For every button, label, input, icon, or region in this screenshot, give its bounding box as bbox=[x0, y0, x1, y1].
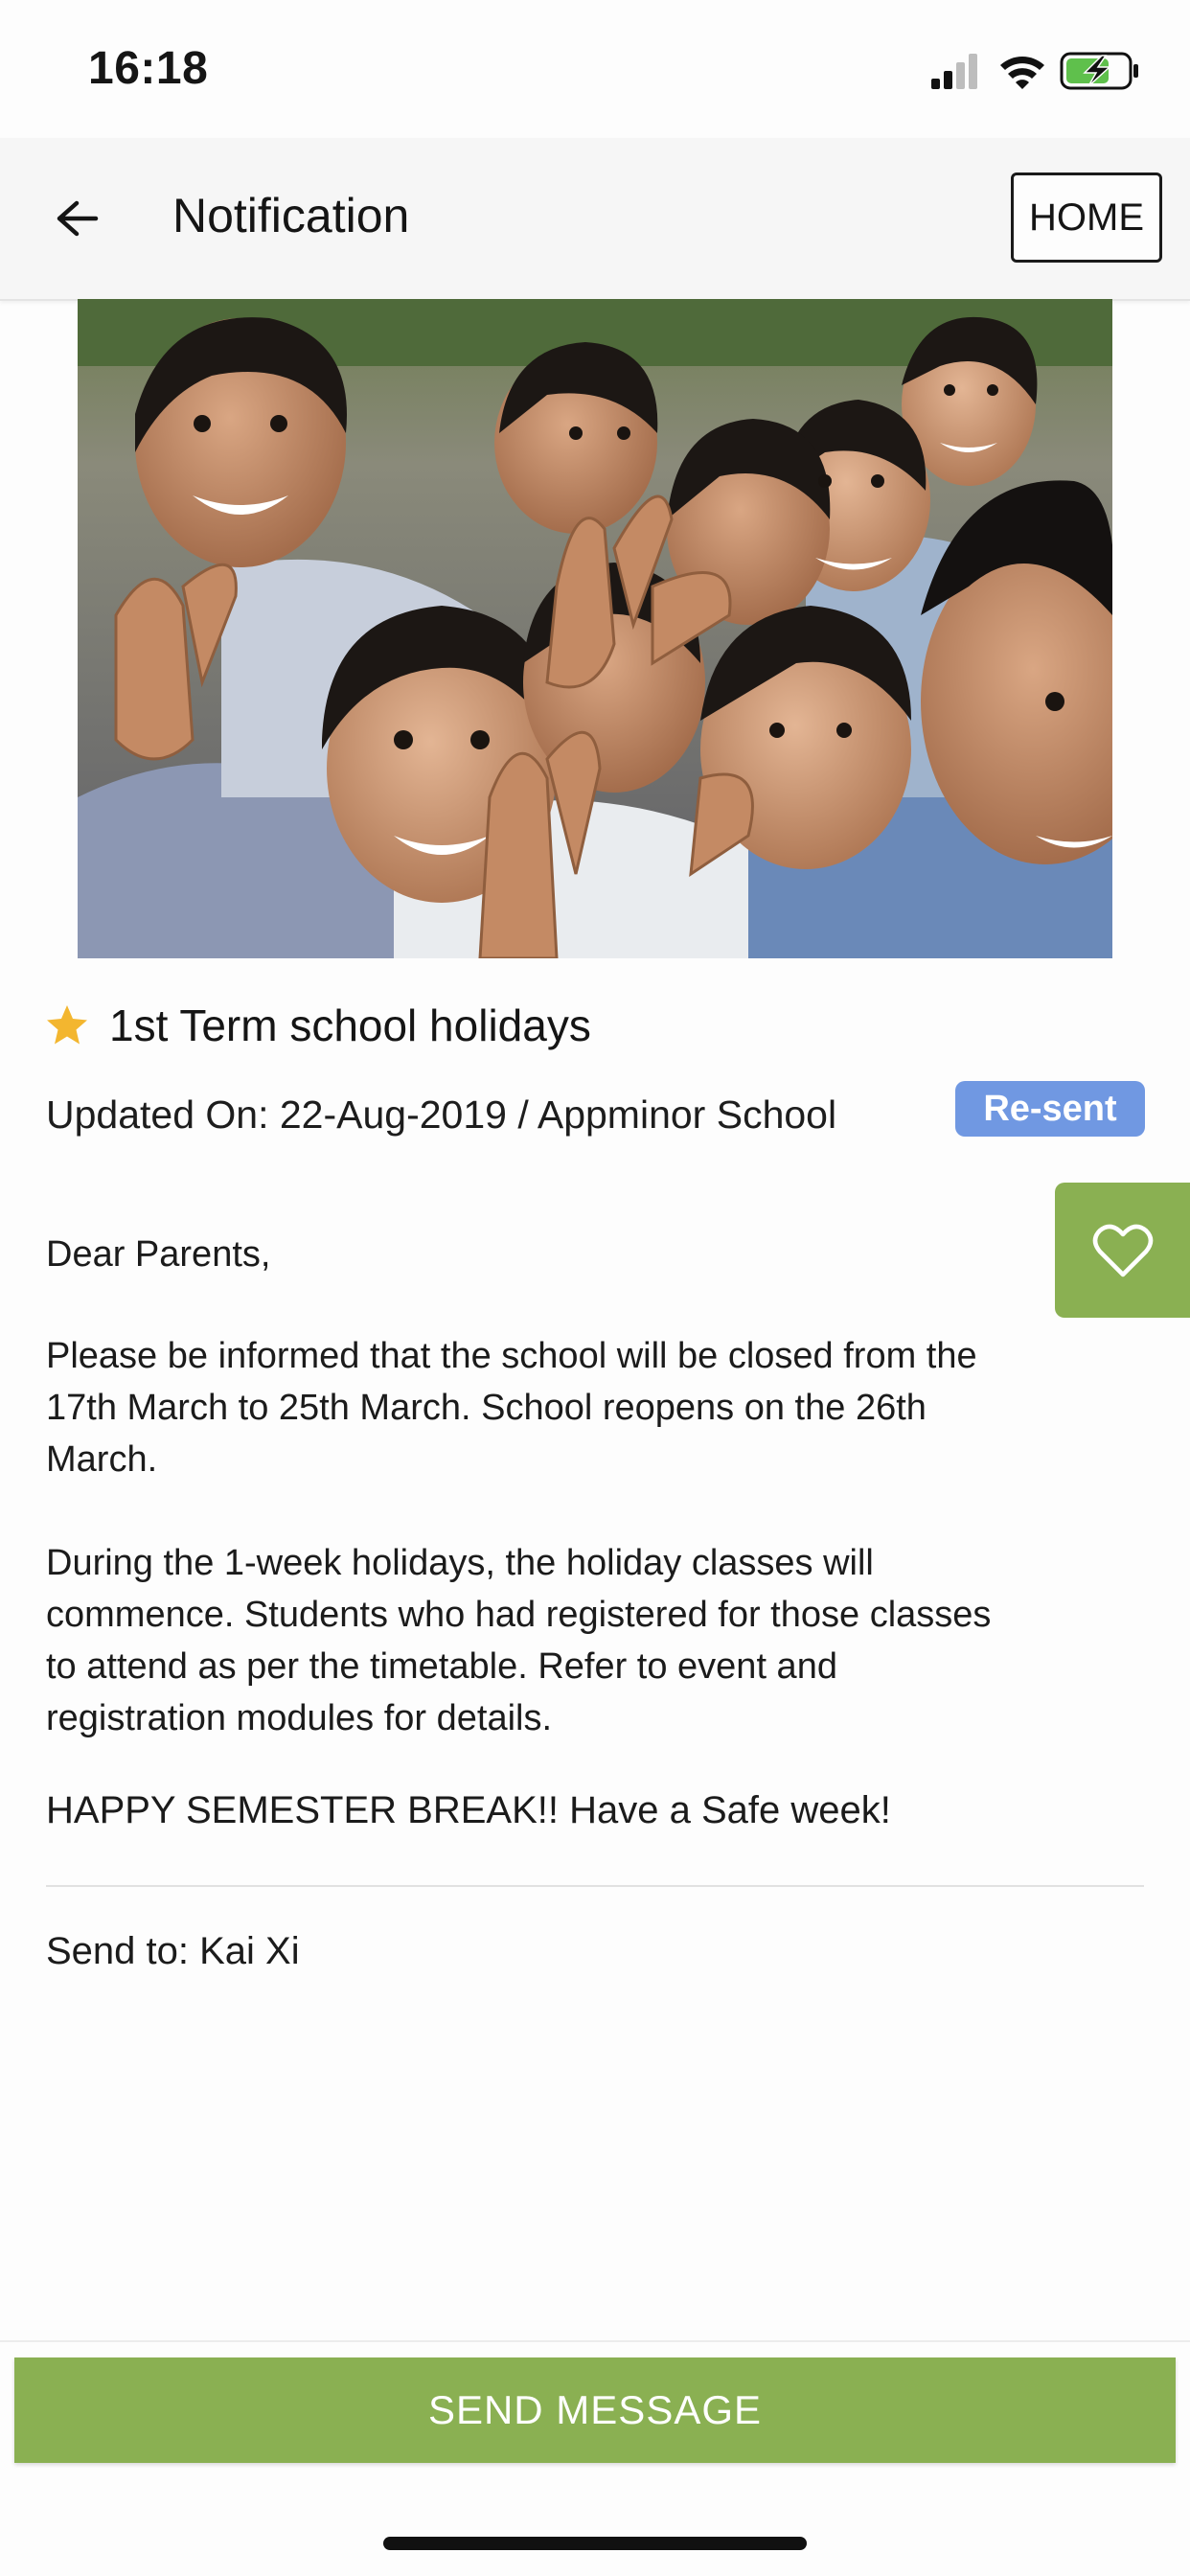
closing-line: HAPPY SEMESTER BREAK!! Have a Safe week! bbox=[46, 1789, 891, 1831]
heart-outline-icon bbox=[1092, 1223, 1154, 1278]
resent-badge: Re-sent bbox=[955, 1081, 1145, 1137]
status-bar bbox=[0, 0, 1190, 138]
footer-divider bbox=[0, 2340, 1190, 2342]
hero-image bbox=[78, 299, 1112, 958]
notification-body bbox=[46, 1229, 1023, 1836]
paragraph-2: During the 1-week holidays, the holiday classes will commence. Students who had registered for those classes to attend as per the timetable. Refer to event and registration modules for details. bbox=[46, 1543, 992, 1738]
home-indicator bbox=[383, 2537, 807, 2550]
paragraph-1: Please be informed that the school will be closed from the 17th March to 25th March. School reopens on the 26th March. bbox=[46, 1336, 977, 1480]
updated-meta: Updated On: 22-Aug-2019 / Appminor School bbox=[46, 1092, 837, 1137]
page-title: Notification bbox=[172, 189, 410, 242]
battery-icon bbox=[1062, 54, 1138, 88]
favourite-button[interactable] bbox=[1055, 1183, 1190, 1318]
notification-title-row bbox=[44, 997, 591, 1054]
home-button[interactable]: HOME bbox=[1011, 172, 1162, 263]
status-icons bbox=[931, 50, 1142, 92]
status-time: 16:18 bbox=[88, 43, 209, 94]
star-icon[interactable] bbox=[44, 1002, 90, 1048]
notification-title: 1st Term school holidays bbox=[109, 1000, 591, 1050]
back-button[interactable] bbox=[42, 180, 111, 257]
send-to: Send to: Kai Xi bbox=[46, 1930, 300, 1972]
app-header bbox=[0, 138, 1190, 301]
divider bbox=[46, 1885, 1144, 1887]
arrow-left-icon bbox=[54, 199, 100, 238]
wifi-icon bbox=[1000, 57, 1044, 89]
signal-icon bbox=[931, 54, 977, 89]
send-message-button[interactable]: SEND MESSAGE bbox=[14, 2358, 1176, 2463]
greeting: Dear Parents, bbox=[46, 1234, 271, 1275]
